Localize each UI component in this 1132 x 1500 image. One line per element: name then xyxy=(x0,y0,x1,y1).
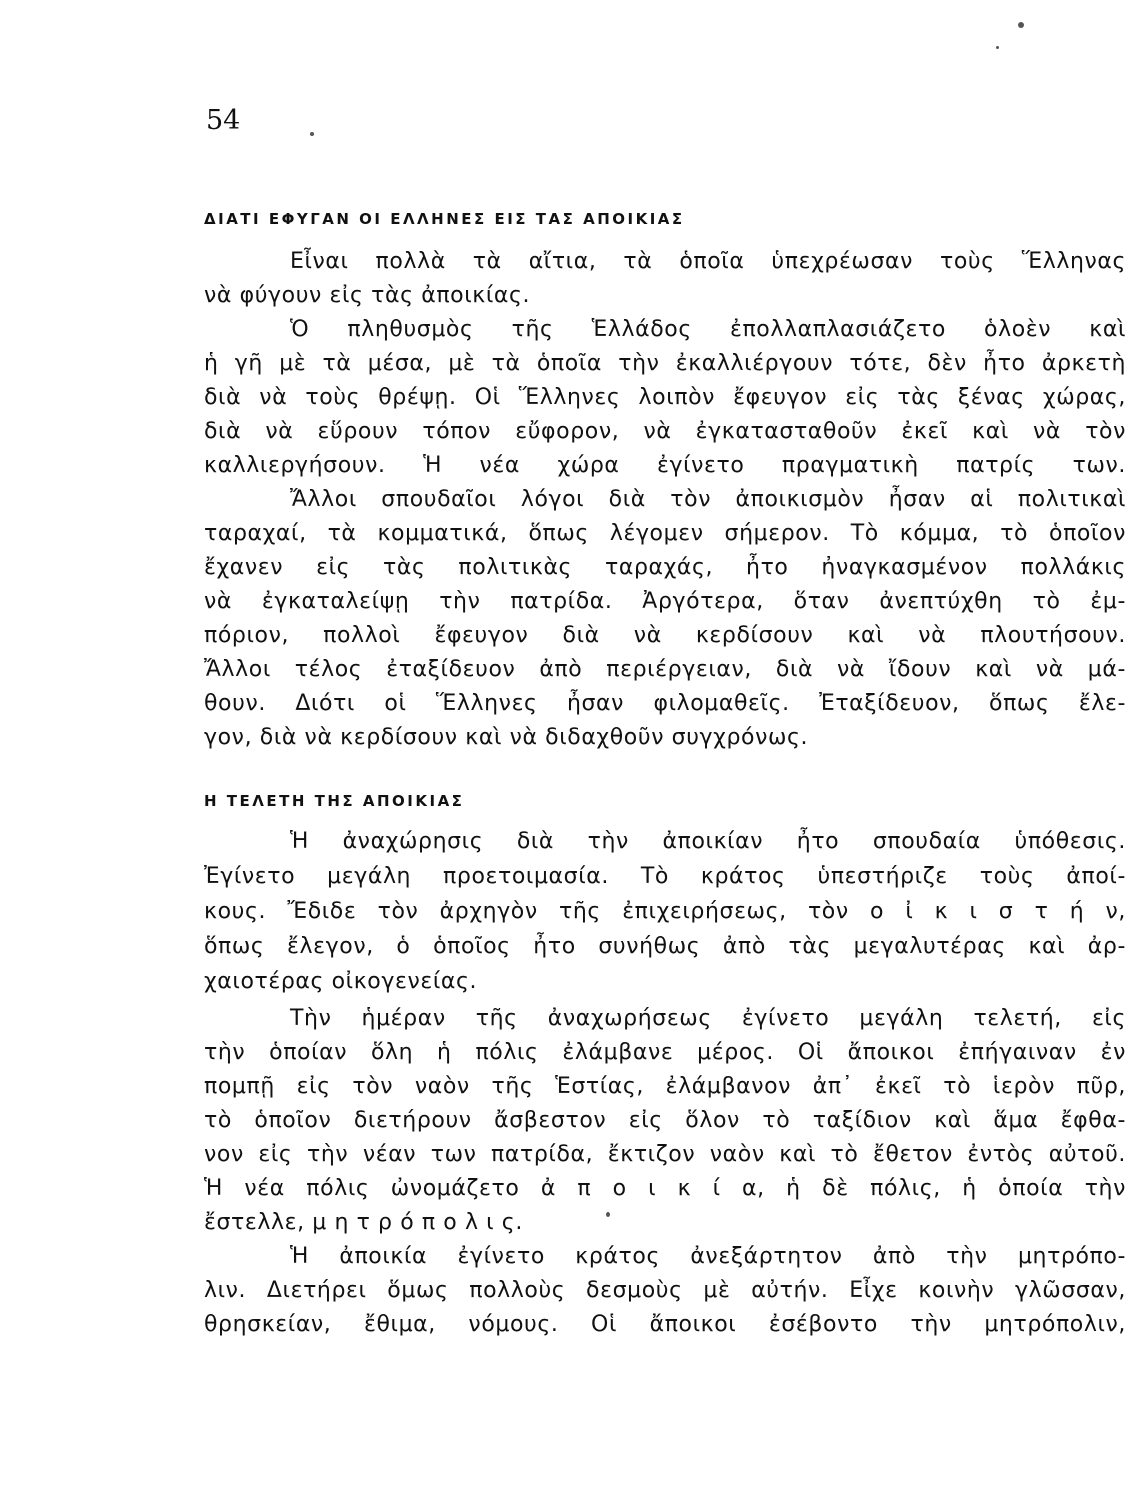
paragraph-line: Τὴν ἡμέραν τῆς ἀναχωρήσεως ἐγίνετο μεγάλη τελετή, εἰς xyxy=(290,1006,1126,1031)
paragraph-line: διὰ νὰ τοὺς θρέψῃ. Οἱ Ἕλληνες λοιπὸν ἔφευγον εἰς τὰς ξένας χώρας, xyxy=(204,385,1126,410)
paragraph-line: Εἶναι πολλὰ τὰ αἴτια, τὰ ὁποῖα ὑπεχρέωσαν τοὺς Ἕλληνας xyxy=(290,249,1126,274)
paragraph-line: νον εἰς τὴν νέαν των πατρίδα, ἔκτιζον ναὸν καὶ τὸ ἔθετον ἐντὸς αὐτοῦ. xyxy=(204,1142,1126,1167)
print-speck xyxy=(1018,22,1024,28)
paragraph-line: τὸ ὁποῖον διετήρουν ἄσβεστον εἰς ὅλον τὸ ταξίδιον καὶ ἅμα ἔφθα- xyxy=(204,1108,1126,1133)
section-heading-why-left: ΔΙΑΤΙ ΕΦΥΓΑΝ ΟΙ ΕΛΛΗΝΕΣ ΕΙΣ ΤΑΣ ΑΠΟΙΚΙΑΣ xyxy=(204,210,685,228)
paragraph-line: καλλιεργήσουν. Ἡ νέα χώρα ἐγίνετο πραγματικὴ πατρίς των. xyxy=(204,453,1126,478)
paragraph-line: ἔχανεν εἰς τὰς πολιτικὰς ταραχάς, ἦτο ἠναγκασμένον πολλάκις xyxy=(204,555,1126,580)
paragraph-line: Ἡ νέα πόλις ὠνομάζετο ἀ π ο ι κ ί α, ἡ δὲ πόλις, ἡ ὁποία τὴν xyxy=(204,1176,1126,1201)
paragraph-line: Ὁ πληθυσμὸς τῆς Ἑλλάδος ἐπολλαπλασιάζετο ὁλοὲν καὶ xyxy=(290,317,1126,342)
paragraph-line: ταραχαί, τὰ κομματικά, ὅπως λέγομεν σήμερον. Τὸ κόμμα, τὸ ὁποῖον xyxy=(204,521,1126,546)
paragraph-line: κους. Ἔδιδε τὸν ἀρχηγὸν τῆς ἐπιχειρήσεως, τὸν ο ἰ κ ι σ τ ή ν, xyxy=(204,899,1126,924)
paragraph-line: θουν. Διότι οἱ Ἕλληνες ἦσαν φιλομαθεῖς. Ἐταξίδευον, ὅπως ἔλε- xyxy=(204,691,1126,716)
print-speck xyxy=(996,46,999,49)
paragraph-line: νὰ ἐγκαταλείψῃ τὴν πατρίδα. Ἀργότερα, ὅταν ἀνεπτύχθη τὸ ἐμ- xyxy=(204,589,1126,614)
paragraph-line: ὅπως ἔλεγον, ὁ ὁποῖος ἦτο συνήθως ἀπὸ τὰς μεγαλυτέρας καὶ ἀρ- xyxy=(204,934,1126,959)
paragraph-line: ἔστελλε, μ η τ ρ ό π ο λ ι ς. xyxy=(204,1210,523,1235)
paragraph-line: πομπῇ εἰς τὸν ναὸν τῆς Ἑστίας, ἐλάμβανον ἀπ᾿ ἐκεῖ τὸ ἱερὸν πῦρ, xyxy=(204,1074,1126,1099)
paragraph-line: γον, διὰ νὰ κερδίσουν καὶ νὰ διδαχθοῦν συγχρόνως. xyxy=(204,725,809,750)
paragraph-line: λιν. Διετήρει ὅμως πολλοὺς δεσμοὺς μὲ αὐτήν. Εἶχε κοινὴν γλῶσσαν, xyxy=(204,1278,1126,1303)
paragraph-line: θρησκείαν, ἔθιμα, νόμους. Οἱ ἄποικοι ἐσέβοντο τὴν μητρόπολιν, xyxy=(204,1312,1126,1337)
print-speck xyxy=(310,132,314,136)
paragraph-line: διὰ νὰ εὕρουν τόπον εὔφορον, νὰ ἐγκατασταθοῦν ἐκεῖ καὶ νὰ τὸν xyxy=(204,419,1126,444)
paragraph-line: νὰ φύγουν εἰς τὰς ἀποικίας. xyxy=(204,283,531,308)
paragraph-line: ἡ γῆ μὲ τὰ μέσα, μὲ τὰ ὁποῖα τὴν ἐκαλλιέργουν τότε, δὲν ἦτο ἀρκετὴ xyxy=(204,351,1126,376)
paragraph-line: τὴν ὁποίαν ὅλη ἡ πόλις ἐλάμβανε μέρος. Οἱ ἄποικοι ἐπήγαιναν ἐν xyxy=(204,1040,1126,1065)
paragraph-line: Ἄλλοι σπουδαῖοι λόγοι διὰ τὸν ἀποικισμὸν ἦσαν αἱ πολιτικαὶ xyxy=(290,487,1126,512)
paragraph-line: Ἐγίνετο μεγάλη προετοιμασία. Τὸ κράτος ὑπεστήριζε τοὺς ἀποί- xyxy=(204,864,1126,889)
paragraph-line: πόριον, πολλοὶ ἔφευγον διὰ νὰ κερδίσουν καὶ νὰ πλουτήσουν. xyxy=(204,623,1126,648)
paragraph-line: Ἡ ἀποικία ἐγίνετο κράτος ἀνεξάρτητον ἀπὸ τὴν μητρόπο- xyxy=(290,1244,1126,1269)
paragraph-line: Ἄλλοι τέλος ἐταξίδευον ἀπὸ περιέργειαν, διὰ νὰ ἴδουν καὶ νὰ μά- xyxy=(204,657,1126,682)
paragraph-line: Ἡ ἀναχώρησις διὰ τὴν ἀποικίαν ἦτο σπουδαία ὑπόθεσις. xyxy=(290,829,1126,854)
section-heading-ceremony: Η ΤΕΛΕΤΗ ΤΗΣ ΑΠΟΙΚΙΑΣ xyxy=(204,792,465,810)
paragraph-line: χαιοτέρας οἰκογενείας. xyxy=(204,969,478,994)
page-number: 54 xyxy=(206,105,241,136)
